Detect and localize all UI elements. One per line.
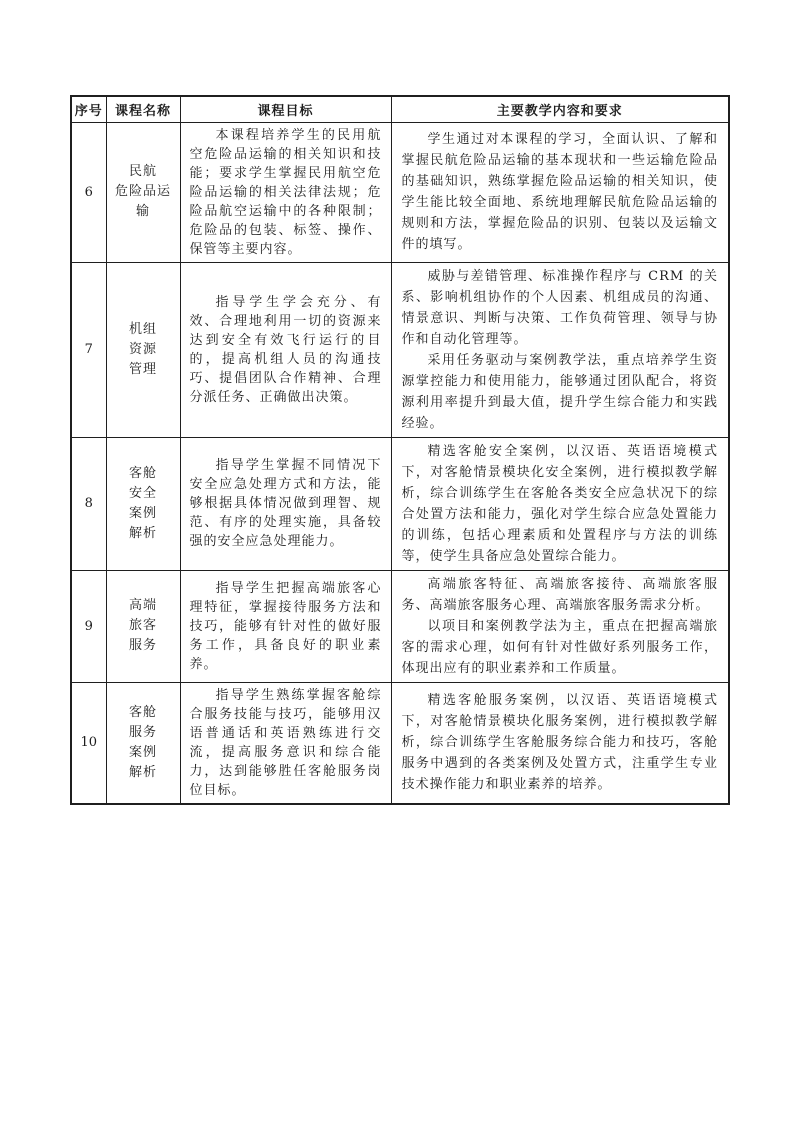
course-content-cell: [391, 262, 729, 437]
course-number-cell: 7: [71, 262, 106, 437]
header-course-objective: 课程目标: [180, 96, 391, 122]
course-name-line: 案例: [128, 505, 157, 521]
course-name-line: 高端: [128, 598, 157, 613]
course-name-line: 危险品运: [114, 184, 171, 199]
course-table: [70, 95, 730, 805]
course-objective-cell: [180, 682, 391, 804]
course-name-line: 输: [135, 204, 150, 219]
table-row: [71, 262, 729, 437]
objective-paragraph: 指导学生把握高端旅客心理特征，掌握接待服务方法和技巧，能够有针对性的做好服务工作，具备良好的职业素养。: [189, 580, 382, 672]
course-name-line: 旅客: [128, 618, 157, 633]
content-paragraph: 高端旅客特征、高端旅客接待、高端旅客服务、高端旅客服务心理、高端旅客服务需求分析。: [401, 576, 718, 613]
course-number-cell: 8: [71, 437, 106, 570]
content-paragraph: 采用任务驱动与案例教学法，重点培养学生资源掌控能力和使用能力，能够通过团队配合，将资源利用率提升到最大值，提升学生综合能力和实践经验。: [401, 352, 718, 431]
content-paragraph: 精选客舱安全案例，以汉语、英语语境模式下，对客舱情景模块化安全案例，进行模拟教学解析，综合训练学生在客舱各类安全应急状况下的综合处置方法和能力，强化对学生综合应急处置能力的训练，包括心理素质和处置程序与方法的训练等，使学生具备应急处置综合能力。: [401, 443, 718, 564]
header-serial-number: 序号: [71, 96, 106, 122]
course-name-line: 服务: [128, 724, 157, 740]
table-row: [71, 437, 729, 570]
course-objective-cell: [180, 122, 391, 262]
table-row: [71, 682, 729, 804]
course-name-line: 民航: [128, 164, 157, 179]
objective-paragraph: 本课程培养学生的民用航空危险品运输的相关知识和技能；要求学生掌握民用航空危险品运输的相关法律法规；危险品航空运输中的各种限制；危险品的包装、标签、操作、保管等主要内容。: [189, 127, 382, 257]
course-content-cell: [391, 570, 729, 682]
table-row: [71, 122, 729, 262]
content-paragraph: 威胁与差错管理、标准操作程序与 CRM 的关系、影响机组协作的个人因素、机组成员的沟通、情景意识、判断与决策、工作负荷管理、领导与协作和自动化管理等。: [401, 268, 718, 347]
content-paragraph: 学生通过对本课程的学习，全面认识、了解和掌握民航危险品运输的基本现状和一些运输危险品的基础知识，熟练掌握危险品运输的相关知识，使学生能比较全面地、系统地理解民航危险品运输的规则和方法，掌握危险品的识别、包装以及运输文件的填写。: [401, 132, 718, 252]
header-course-name: 课程名称: [106, 96, 180, 122]
course-name-line: 机组: [128, 321, 157, 337]
objective-paragraph: 指导学生学会充分、有效、合理地利用一切的资源来达到安全有效飞行运行的目的，提高机组人员的沟通技巧、提倡团队合作精神、合理分派任务、正确做出决策。: [189, 294, 382, 405]
course-content-cell: [391, 122, 729, 262]
course-name-line: 客舱: [128, 704, 157, 720]
header-row: [71, 96, 729, 122]
course-name-line: 案例: [128, 744, 157, 760]
header-main-content: 主要教学内容和要求: [391, 96, 729, 122]
content-paragraph: 以项目和案例教学法为主，重点在把握高端旅客的需求心理，如何有针对性做好系列服务工作，体现出应有的职业素养和工作质量。: [401, 618, 718, 676]
course-name-line: 客舱: [128, 465, 157, 481]
course-name-cell: [106, 122, 180, 262]
course-name-line: 安全: [128, 485, 157, 501]
table-row: [71, 570, 729, 682]
course-name-line: 管理: [128, 361, 157, 377]
course-name-cell: [106, 262, 180, 437]
course-objective-cell: [180, 262, 391, 437]
table-header: [71, 96, 729, 122]
course-name-line: 解析: [128, 764, 157, 780]
table-body: [71, 122, 729, 804]
course-name-line: 资源: [128, 341, 157, 357]
course-objective-cell: [180, 570, 391, 682]
course-name-cell: [106, 437, 180, 570]
course-number-cell: 9: [71, 570, 106, 682]
course-objective-cell: [180, 437, 391, 570]
course-name-cell: [106, 682, 180, 804]
course-name-cell: [106, 570, 180, 682]
course-content-cell: [391, 437, 729, 570]
course-name-line: 解析: [128, 525, 157, 541]
objective-paragraph: 指导学生熟练掌握客舱综合服务技能与技巧，能够用汉语普通话和英语熟练进行交流，提高服务意识和综合能力，达到能够胜任客舱服务岗位目标。: [189, 687, 382, 798]
course-content-cell: [391, 682, 729, 804]
course-name-line: 服务: [128, 638, 157, 653]
objective-paragraph: 指导学生掌握不同情况下安全应急处理方式和方法，能够根据具体情况做到理智、规范、有序的处理实施，具备较强的安全应急处理能力。: [189, 458, 382, 549]
content-paragraph: 精选客舱服务案例，以汉语、英语语境模式下，对客舱情景模块化服务案例，进行模拟教学解析，综合训练学生客舱服务综合能力和技巧，客舱服务中遇到的各类案例及处置方式，注重学生专业技术操作能力和职业素养的培养。: [401, 693, 718, 792]
course-number-cell: 10: [71, 682, 106, 804]
course-number-cell: 6: [71, 122, 106, 262]
